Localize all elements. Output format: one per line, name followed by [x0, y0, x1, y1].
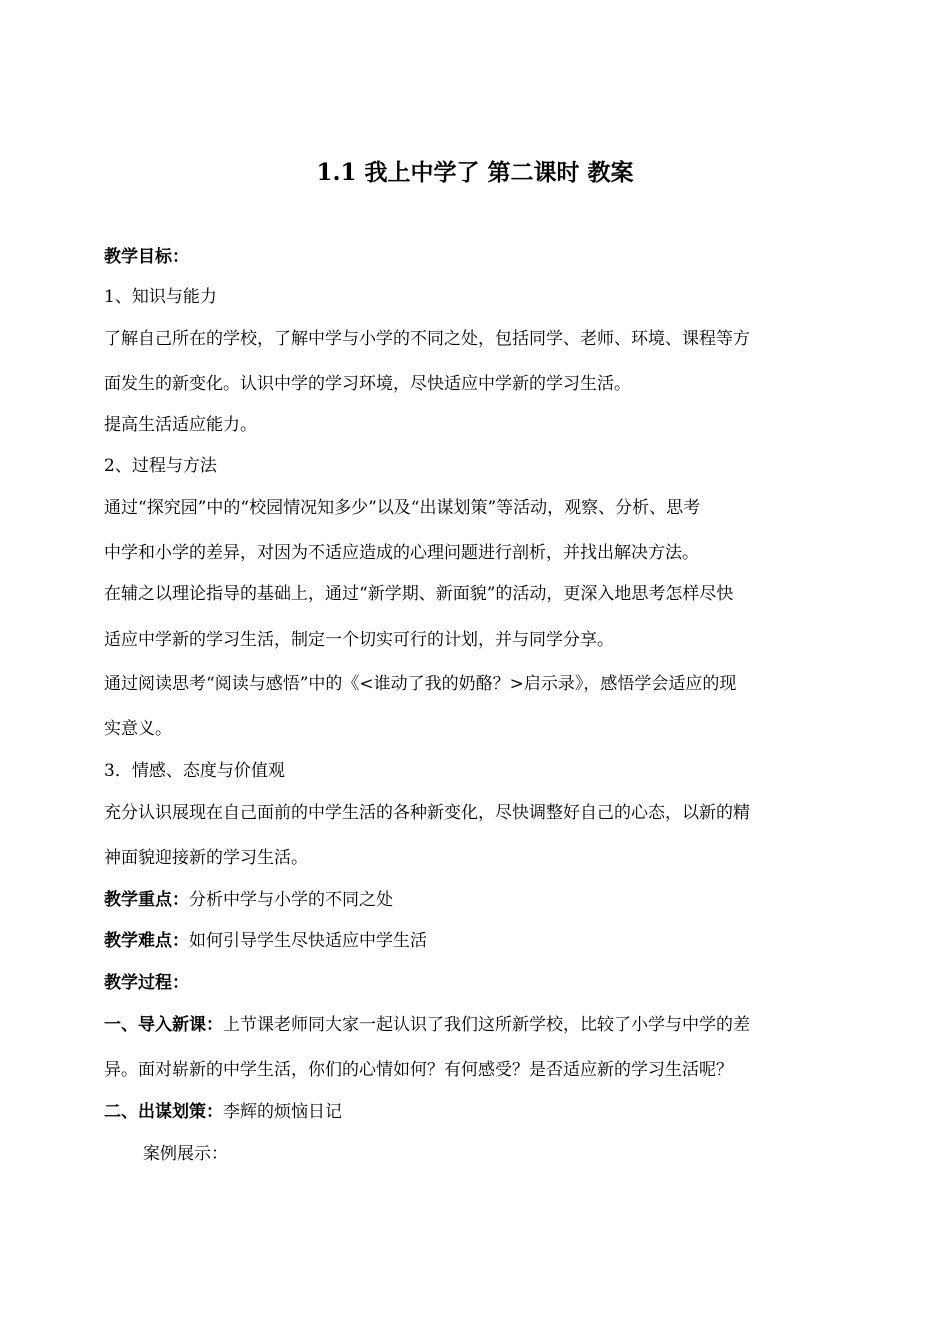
section1-line2: 面发生的新变化。认识中学的学习环境，尽快适应中学新的学习生活。 — [104, 374, 631, 394]
section2-heading: 2、过程与方法 — [104, 456, 217, 476]
document-title: 1.1 我上中学了 第二课时 教案 — [316, 159, 634, 186]
key-point-text: 分析中学与小学的不同之处 — [189, 890, 393, 910]
step2-text: 李辉的烦恼日记 — [223, 1102, 342, 1122]
step2-line — [104, 1100, 342, 1124]
section2-line1: 通过“探究园”中的“校园情况知多少”以及“出谋划策”等活动，观察、分析、思考 — [104, 498, 701, 518]
step1-label: 一、导入新课： — [104, 1015, 223, 1035]
step1-line1 — [104, 1013, 750, 1037]
section2-line3: 在辅之以理论指导的基础上，通过“新学期、新面貌”的活动，更深入地思考怎样尽快 — [104, 584, 734, 604]
key-point-line — [104, 888, 393, 912]
difficulty-label: 教学难点： — [104, 931, 189, 951]
section2-line2: 中学和小学的差异，对因为不适应造成的心理问题进行剖析，并找出解决方法。 — [104, 543, 699, 563]
case-display-label: 案例展示： — [143, 1144, 228, 1164]
step1-text1: 上节课老师同大家一起认识了我们这所新学校，比较了小学与中学的差 — [223, 1015, 750, 1035]
section1-line3: 提高生活适应能力。 — [104, 415, 257, 435]
process-heading: 教学过程： — [104, 973, 189, 993]
step2-label: 二、出谋划策： — [104, 1102, 223, 1122]
section1-heading: 1、知识与能力 — [104, 287, 217, 307]
difficulty-text: 如何引导学生尽快适应中学生活 — [189, 931, 427, 951]
section2-line5: 通过阅读思考“阅读与感悟”中的《<谁动了我的奶酪？>启示录》，感悟学会适应的现 — [104, 674, 737, 694]
section1-line1: 了解自己所在的学校，了解中学与小学的不同之处，包括同学、老师、环境、课程等方 — [104, 329, 750, 349]
objectives-heading: 教学目标： — [104, 247, 189, 267]
section2-line4: 适应中学新的学习生活，制定一个切实可行的计划，并与同学分享。 — [104, 630, 614, 650]
step1-line2: 异。面对崭新的中学生活，你们的心情如何？有何感受？是否适应新的学习生活呢？ — [104, 1060, 733, 1080]
section3-heading: 3．情感、态度与价值观 — [104, 761, 285, 781]
section3-line2: 神面貌迎接新的学习生活。 — [104, 848, 308, 868]
section2-line6: 实意义。 — [104, 719, 172, 739]
section3-line1: 充分认识展现在自己面前的中学生活的各种新变化，尽快调整好自己的心态，以新的精 — [104, 803, 750, 823]
key-point-label: 教学重点： — [104, 890, 189, 910]
difficulty-line — [104, 929, 427, 953]
